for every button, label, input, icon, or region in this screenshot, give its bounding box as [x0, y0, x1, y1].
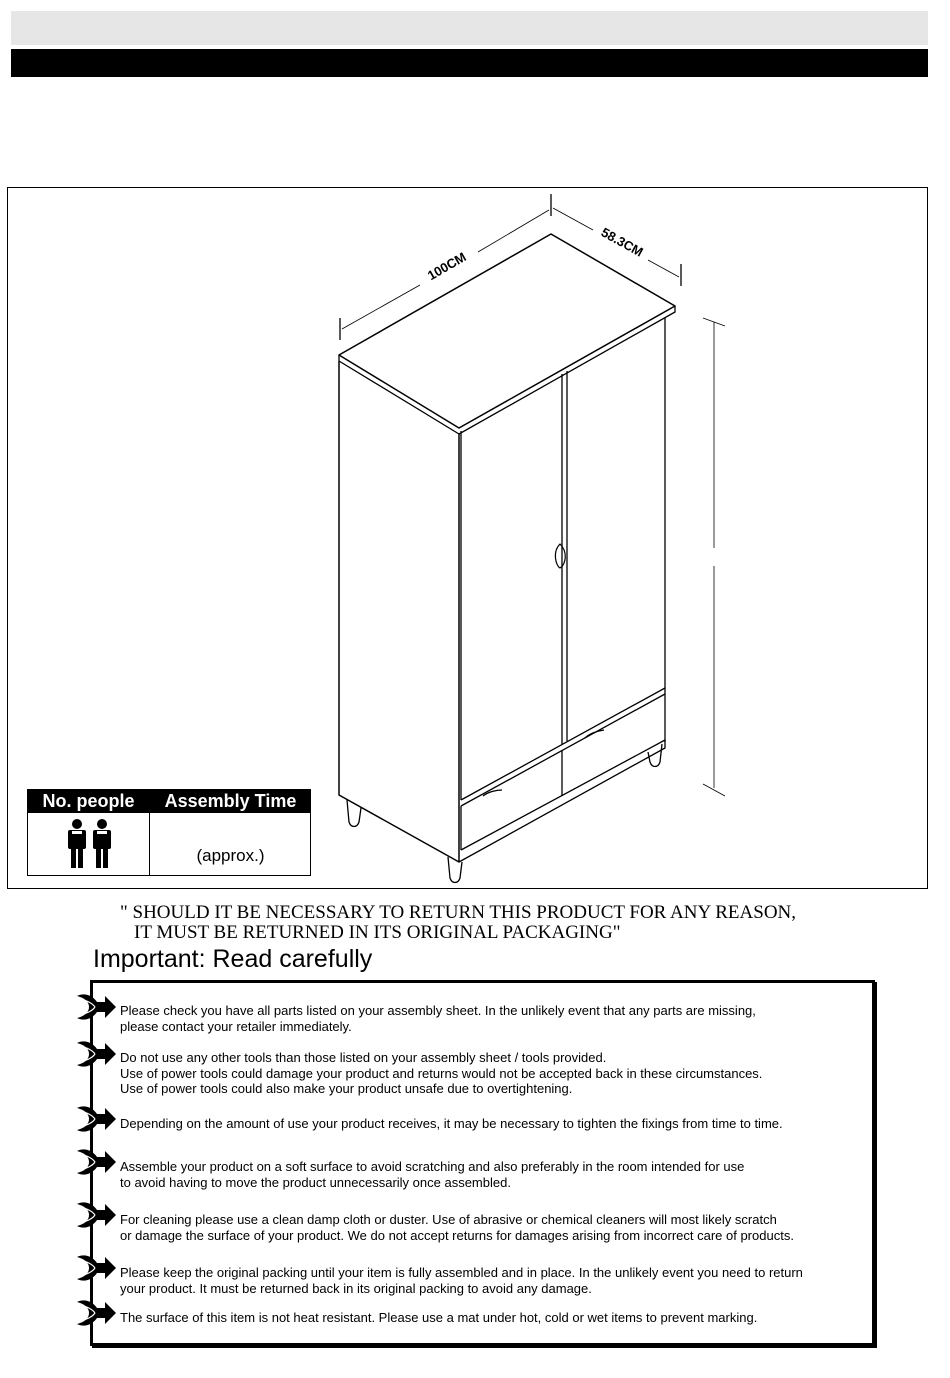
person-icon	[68, 819, 86, 868]
people-header: No. people	[28, 790, 149, 813]
rule-line: or damage the surface of your product. We do not accept returns for damages arising from incorrect care of products.	[120, 1227, 794, 1243]
double-arrow-icon	[75, 990, 117, 1024]
rule-line: Depending on the amount of use your product receives, it may be necessary to tighten the fixings from time to time.	[120, 1116, 783, 1131]
rule-item	[120, 1116, 783, 1132]
rule-line: The surface of this item is not heat resistant. Please use a mat under hot, cold or wet items to prevent marking.	[120, 1310, 758, 1325]
return-notice	[120, 903, 880, 943]
approx-label: (approx.)	[196, 846, 265, 865]
rule-item	[120, 1265, 803, 1296]
rule-line: Do not use any other tools than those listed on your assembly sheet / tools provided.	[120, 1050, 607, 1065]
double-arrow-icon	[75, 1037, 117, 1071]
rule-line: Please keep the original packing until your item is fully assembled and in place. In the unlikely event you need to return	[120, 1265, 803, 1280]
notice-line-2: IT MUST BE RETURNED IN ITS ORIGINAL PACKAGING"	[134, 922, 621, 943]
rule-line: Assemble your product on a soft surface to avoid scratching and also preferably in the room intended for use	[120, 1159, 745, 1174]
person-icon	[93, 819, 111, 868]
depth-dimension-label: 58.3CM	[598, 224, 646, 260]
rule-item	[120, 1212, 794, 1243]
rule-line: Use of power tools could also make your product unsafe due to overtightening.	[120, 1081, 573, 1096]
rule-line: please contact your retailer immediately.	[120, 1018, 352, 1034]
rule-item	[120, 1159, 744, 1190]
two-people-icon	[66, 818, 116, 870]
important-title: Important: Read carefully	[93, 945, 373, 973]
double-arrow-icon	[75, 1296, 117, 1330]
rule-line: Please check you have all parts listed on your assembly sheet. In the unlikely event that any parts are missing,	[120, 1003, 756, 1018]
rule-item	[120, 1310, 757, 1326]
double-arrow-icon	[75, 1251, 117, 1285]
rule-line: For cleaning please use a clean damp cloth or duster. Use of abrasive or chemical cleaners will most likely scratch	[120, 1212, 777, 1227]
rule-item	[120, 1050, 762, 1097]
rule-item	[120, 1003, 756, 1034]
double-arrow-icon	[75, 1198, 117, 1232]
notice-line-1: " SHOULD IT BE NECESSARY TO RETURN THIS PRODUCT FOR ANY REASON,	[120, 902, 797, 923]
rule-line: Use of power tools could damage your product and returns would not be accepted back in these circumstances.	[120, 1065, 763, 1081]
double-arrow-icon	[75, 1102, 117, 1136]
assembly-info-table	[27, 789, 311, 876]
double-arrow-icon	[75, 1145, 117, 1179]
width-dimension-label: 100CM	[424, 249, 469, 284]
rule-line: your product. It must be returned back in its original packing to avoid any damage.	[120, 1280, 592, 1296]
assembly-time-header: Assembly Time	[150, 790, 311, 813]
rule-line: to avoid having to move the product unnecessarily once assembled.	[120, 1174, 511, 1190]
